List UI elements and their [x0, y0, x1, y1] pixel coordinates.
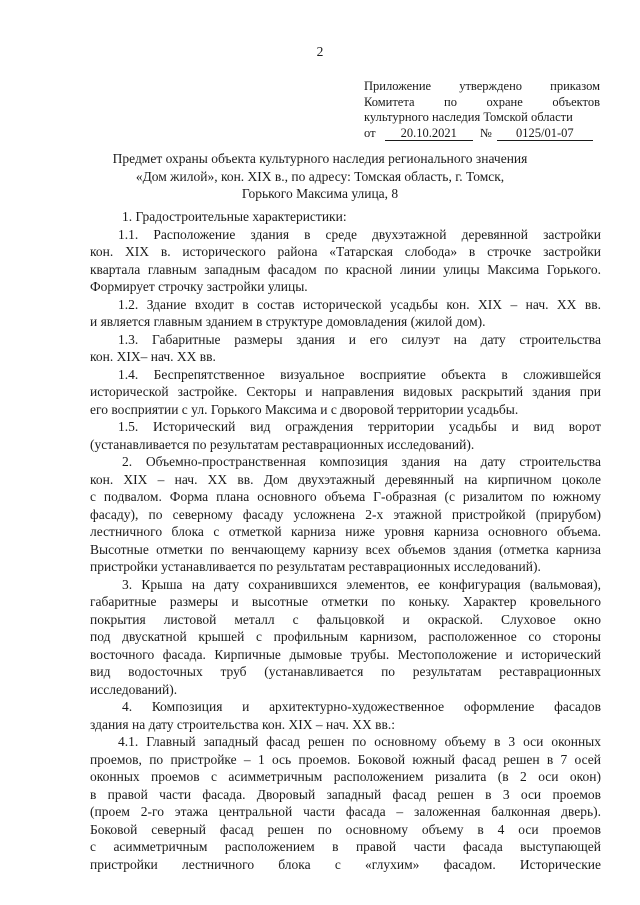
body-line: (устанавливается по результатам реставрационных исследований).	[90, 436, 475, 452]
appendix-approval-block	[364, 79, 600, 141]
body-line: с подвалом. Форма плана основного объема Г-образная (с ризалитом по южному	[90, 489, 601, 504]
body-line: с асимметричным расположением в правой части фасада выступающей	[90, 839, 601, 854]
body-line: 1.5. Исторический вид ограждения территории усадьбы и вид ворот	[118, 419, 601, 434]
body-line: оконных проемов с асимметричным расположением ризалита (в 2 оси окон)	[90, 769, 601, 784]
body-line: вид водосточных труб (устанавливается по результатам реставрационных	[90, 664, 601, 679]
body-line: его восприятии с ул. Горького Максима и с дворовой территории усадьбы.	[90, 401, 519, 417]
body-line: проемов, по пристройке – 1 ось проемов. Боковой южный фасад решен в 7 осей	[90, 751, 601, 767]
body-line: 4.1. Главный западный фасад решен по основному объему в 3 оси оконных	[118, 734, 601, 749]
appendix-line: Комитета по охране объектов	[364, 94, 600, 109]
body-line: пристройки устанавливается по результатам реставрационных исследований).	[90, 559, 541, 574]
section-heading: 1. Градостроительные характеристики:	[122, 209, 347, 224]
body-line: Высотные отметки по венчающему карнизу всех объемов здания (отметка карниза	[90, 541, 601, 557]
document-body	[90, 208, 601, 873]
appendix-date-number-line	[364, 126, 600, 142]
body-line: под двускатной крышей с профильным карнизом, расположенное со стороны	[90, 629, 601, 644]
body-line: 1.4. Беспрепятственное визуальное восприятие объекта в сложившейся	[118, 366, 601, 382]
body-line: 1.1. Расположение здания в среде двухэтажной деревянной застройки	[118, 226, 601, 242]
title-line: Предмет охраны объекта культурного наследия регионального значения	[112, 151, 528, 166]
body-line: лестничного блока с отметкой карниза ниже уровня карниза основного объема.	[90, 524, 601, 539]
page-number: 2	[316, 44, 324, 59]
body-line: в правой части фасада. Дворовый западный фасад решен в 3 оси проемов	[90, 786, 601, 802]
appendix-line: культурного наследия Томской области	[364, 110, 573, 124]
order-date: 20.10.2021	[385, 127, 473, 141]
body-line: Формирует строчку застройки улицы.	[90, 279, 308, 294]
body-line: 1.2. Здание входит в состав исторической усадьбы кон. XIX – нач. XX вв.	[118, 296, 601, 312]
body-line: и является главным зданием в структуре домовладения (жилой дом).	[90, 314, 486, 329]
order-number: 0125/01-07	[497, 127, 593, 141]
body-line: 2. Объемно-пространственная композиция здания на дату строительства	[122, 454, 601, 469]
body-line: 4. Композиция и архитектурно-художественное оформление фасадов	[122, 699, 601, 714]
body-line: кон. XIX в. исторического района «Татарская слобода» в строчке застройки	[90, 244, 601, 259]
title-line: «Дом жилой», кон. XIX в., по адресу: Томская область, г. Томск,	[135, 168, 505, 184]
body-line: здания на дату строительства кон. XIX – нач. XX вв.:	[90, 716, 396, 732]
document-title	[60, 150, 580, 203]
body-line: кон. XIX– нач. XX вв.	[90, 349, 216, 364]
body-line: кон. XIX – нач. XX вв. Дом двухэтажный деревянный на кирпичном цоколе	[90, 471, 601, 487]
title-line: Горького Максима улица, 8	[241, 186, 399, 201]
body-line: Боковой северный фасад решен по основному объему в 4 оси проемов	[90, 821, 601, 837]
from-label: от	[364, 125, 376, 140]
body-line: исторической застройке. Секторы и направления видовых раскрытий здания при	[90, 384, 601, 399]
body-line: габаритные размеры и высотные отметки по коньку. Характер кровельного	[90, 594, 601, 609]
body-line: пристройки лестничного блока с «глухим» фасадом. Исторические	[90, 856, 601, 872]
body-line: квартала главным западным фасадом по красной линии улицы Максима Горького.	[90, 261, 601, 277]
body-line: исследований).	[90, 681, 178, 697]
body-line: 1.3. Габаритные размеры здания и его силуэт на дату строительства	[118, 331, 601, 347]
body-line: 3. Крыша на дату сохранившихся элементов, ее конфигурация (вальмовая),	[122, 576, 601, 592]
body-line: фасаду), по северному фасаду усложнена 2-х этажной пристройкой (прирубом)	[90, 506, 601, 522]
body-line: покрытия листовой металл с фальцовкой и окраской. Слуховое окно	[90, 611, 601, 627]
body-line: (проем 2-го этажа центральной части фасада – заложенная балконная дверь).	[90, 804, 601, 819]
body-line: восточного фасада. Кирпичные дымовые трубы. Местоположение и исторический	[90, 646, 601, 662]
number-label: №	[479, 125, 492, 140]
appendix-line: Приложение утверждено приказом	[364, 79, 600, 93]
